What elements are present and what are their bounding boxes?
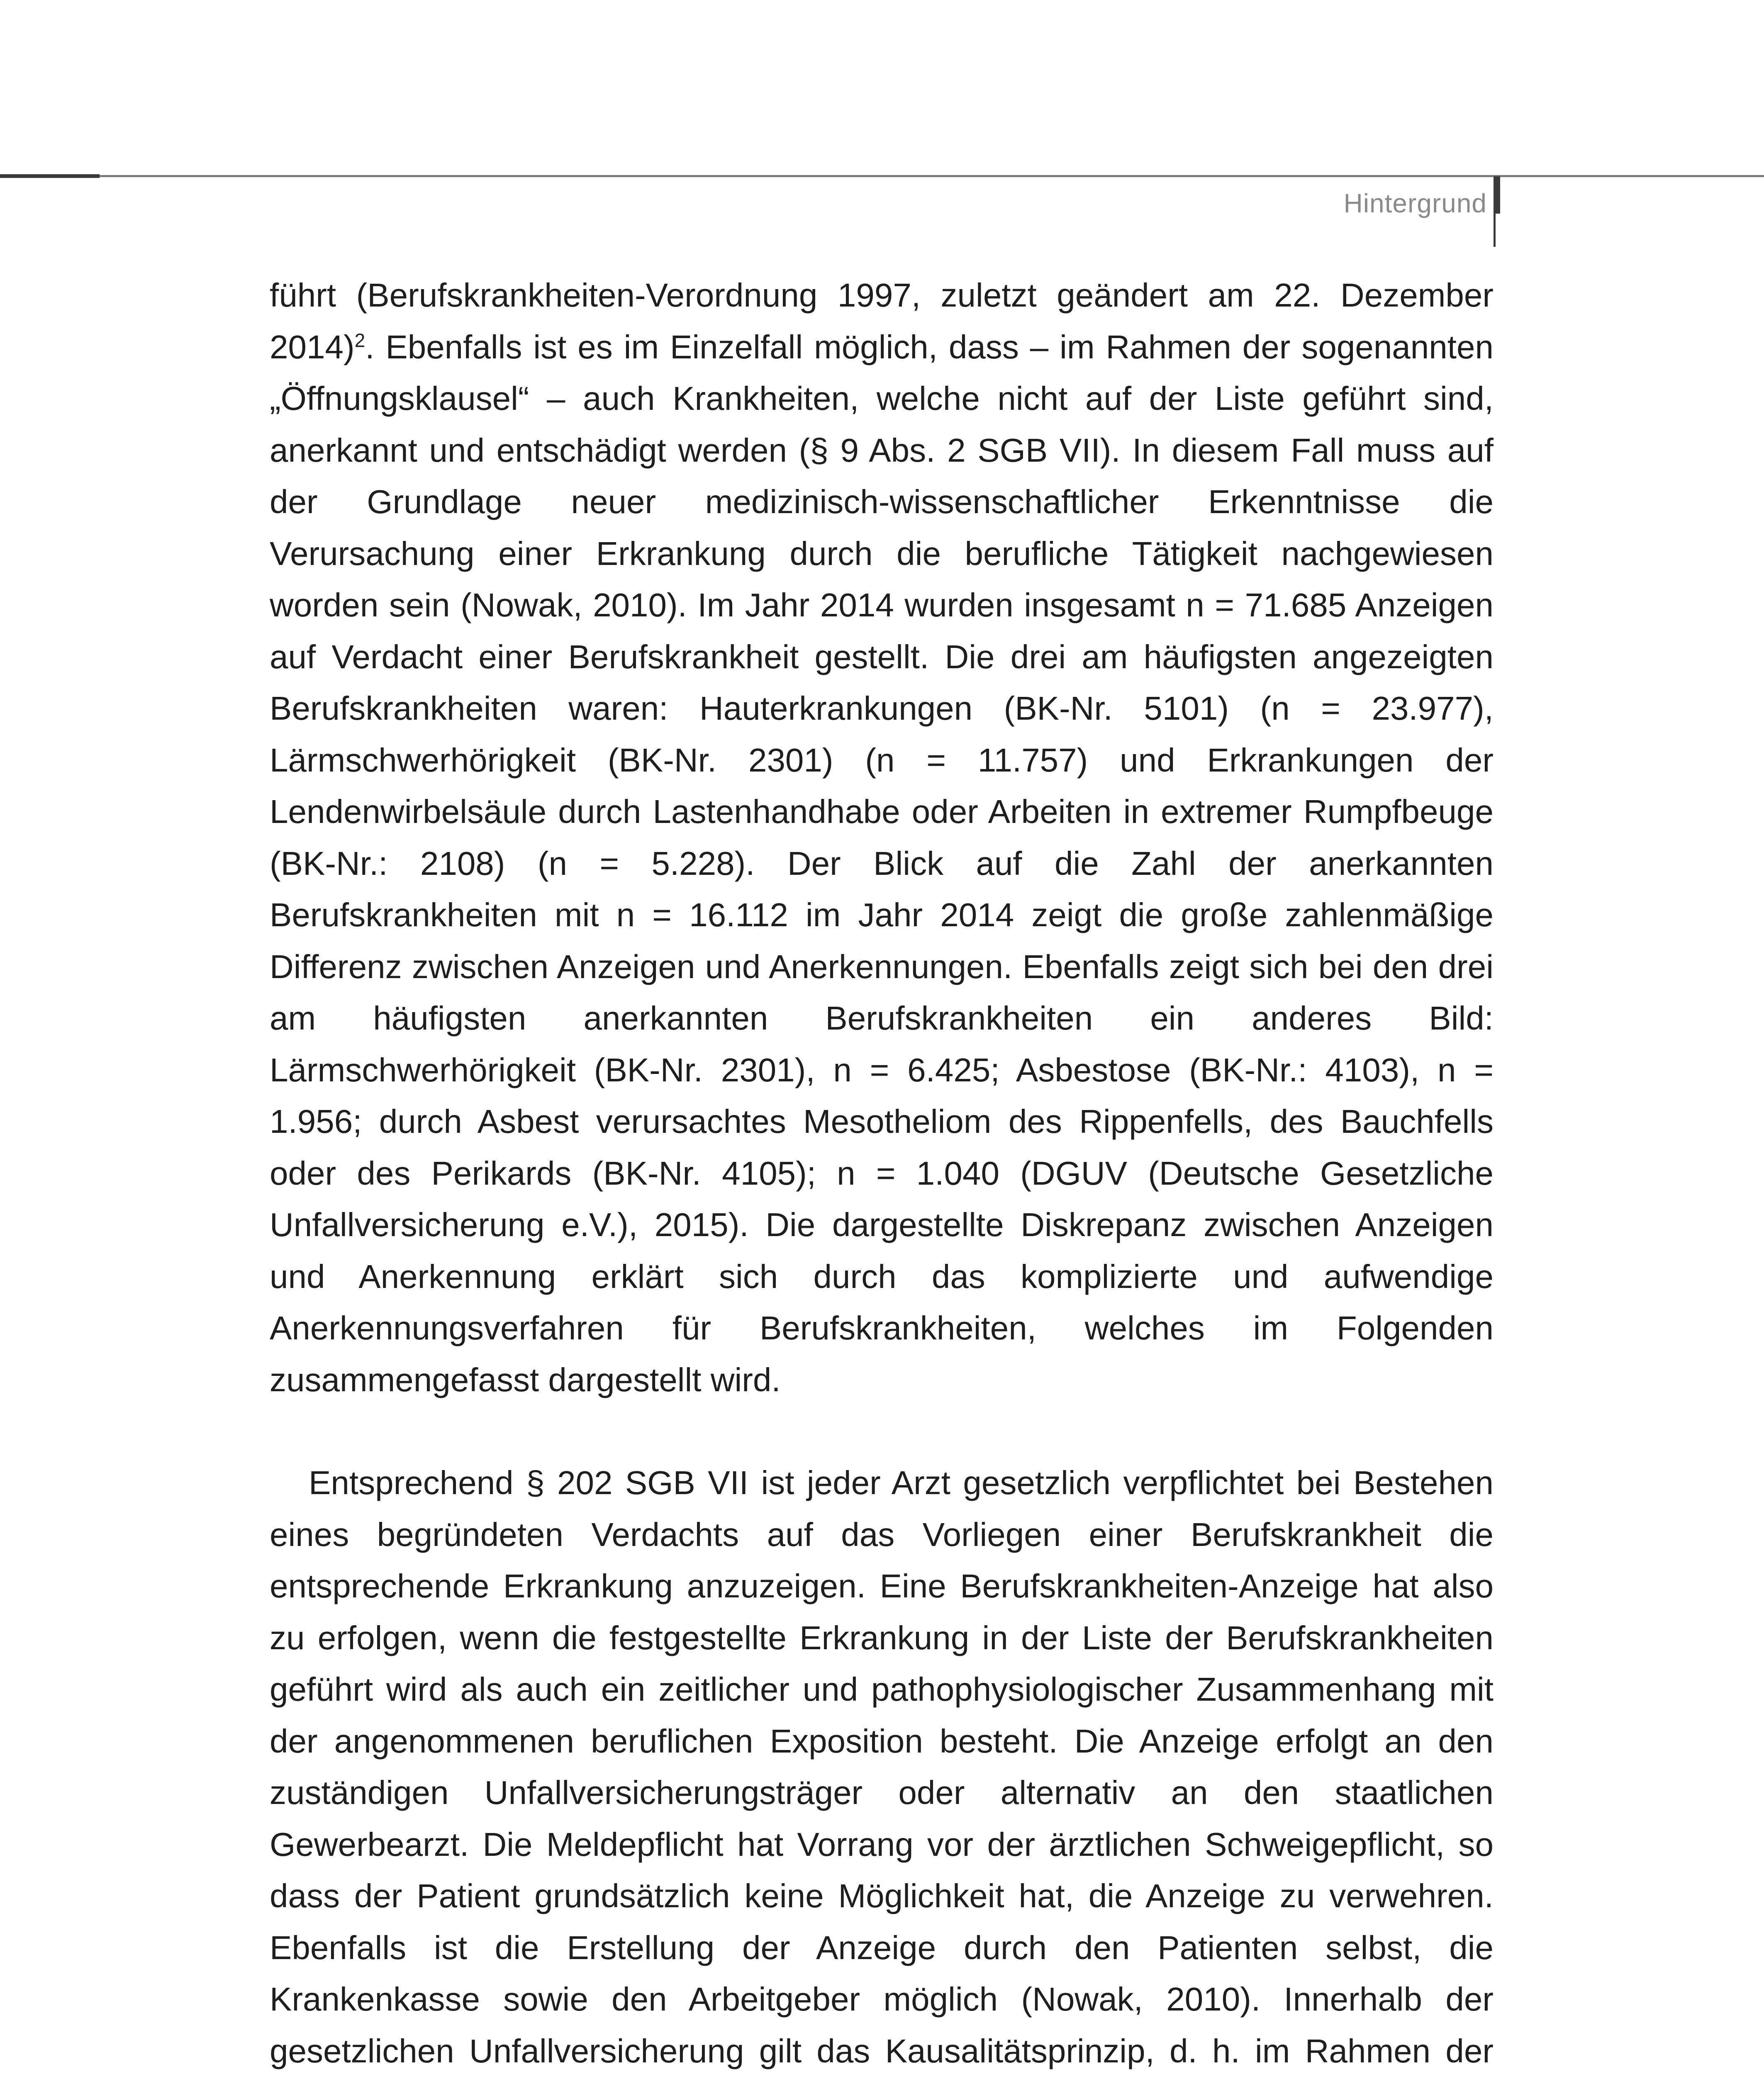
paragraph-2: Entsprechend § 202 SGB VII ist jeder Arzt gesetzlich verpflichtet bei Bestehen eines begründeten Verdachts auf das Vorliegen einer Berufskrankheit die entsprechende Erkrankung anzuzeigen. Eine Berufskrankheiten-Anzeige hat also zu erfolgen, wenn die festgestellte Erkrankung in der Liste der Berufskrankheiten geführt wird als auch ein zeitlicher und pathophysiologischer Zusammenhang mit der angenommenen beruflichen Exposition besteht. Die Anzeige erfolgt an den zuständigen Unfallversicherungsträger oder alternativ an den staatlichen Gewerbearzt. Die Meldepflicht hat Vorrang vor der ärztlichen Schweigepflicht, so dass der Patient grundsätzlich keine Möglichkeit hat, die Anzeige zu verwehren. Ebenfalls ist die Erstellung der Anzeige durch den Patienten selbst, die Krankenkasse sowie den Arbeitgeber möglich (Nowak, 2010). Innerhalb der gesetzlichen Unfallversicherung gilt das Kausalitätsprinzip, d. h. im Rahmen der [270,1464,1494,2069]
paragraph-1-part-a: führt (Berufskrankheiten-Verordnung 1997, zuletzt geändert am 22. Dezember 2014) [270,277,1494,365]
running-head: Hintergrund [1343,188,1487,218]
paragraph-1-part-b: . Ebenfalls ist es im Einzelfall möglich, dass – im Rahmen der sogenannten „Öffnungsklausel“ – auch Krankheiten, welche nicht auf der Liste geführt sind, anerkannt und entschädigt werden (§ 9 Abs. 2 SGB VII). In diesem Fall muss auf der Grundlage neuer medizinisch-wissenschaftlicher Erkenntnisse die Verursachung einer Erkrankung durch die berufliche Tätigkeit nachgewiesen worden sein (Nowak, 2010). Im Jahr 2014 wurden insgesamt n = 71.685 Anzeigen auf Verdacht einer Berufskrankheit gestellt. Die drei am häufigsten angezeigten Berufskrankheiten waren: Hauterkrankungen (BK-Nr. 5101) (n = 23.977), Lärmschwerhörigkeit (BK-Nr. 2301) (n = 11.757) und Erkrankungen der Lendenwirbelsäule durch Lastenhandhabe oder Arbeiten in extremer Rumpfbeuge (BK-Nr.: 2108) (n = 5.228). Der Blick auf die Zahl der anerkannten Berufskrankheiten mit n = 16.112 im Jahr 2014 zeigt die große zahlenmäßige Differenz zwischen Anzeigen und Anerkennungen. Ebenfalls zeigt sich bei den drei am häufigsten anerkannten Berufskrankheiten ein anderes Bild: Lärmschwerhörigkeit (BK-Nr. 2301), n = 6.425; Asbestose (BK-Nr.: 4103), n = 1.956; durch Asbest verursachtes Mesotheliom des Rippenfells, des Bauchfells oder des Perikards (BK-Nr. 4105); n = 1.040 (DGUV (Deutsche Gesetzliche Unfallversicherung e.V.), 2015). Die dargestellte Diskrepanz zwischen Anzeigen und Anerkennung erklärt sich durch das komplizierte und aufwendige Anerkennungsverfahren für Berufskrankheiten, welches im Folgenden zusammengefasst dargestellt wird. [270,328,1494,1398]
running-head-bar-line [1494,176,1496,247]
body-text [270,270,1494,2074]
header-rule-accent [0,174,100,178]
paragraph-1 [270,270,1494,1406]
footnote-reference[interactable]: 2 [354,329,365,351]
